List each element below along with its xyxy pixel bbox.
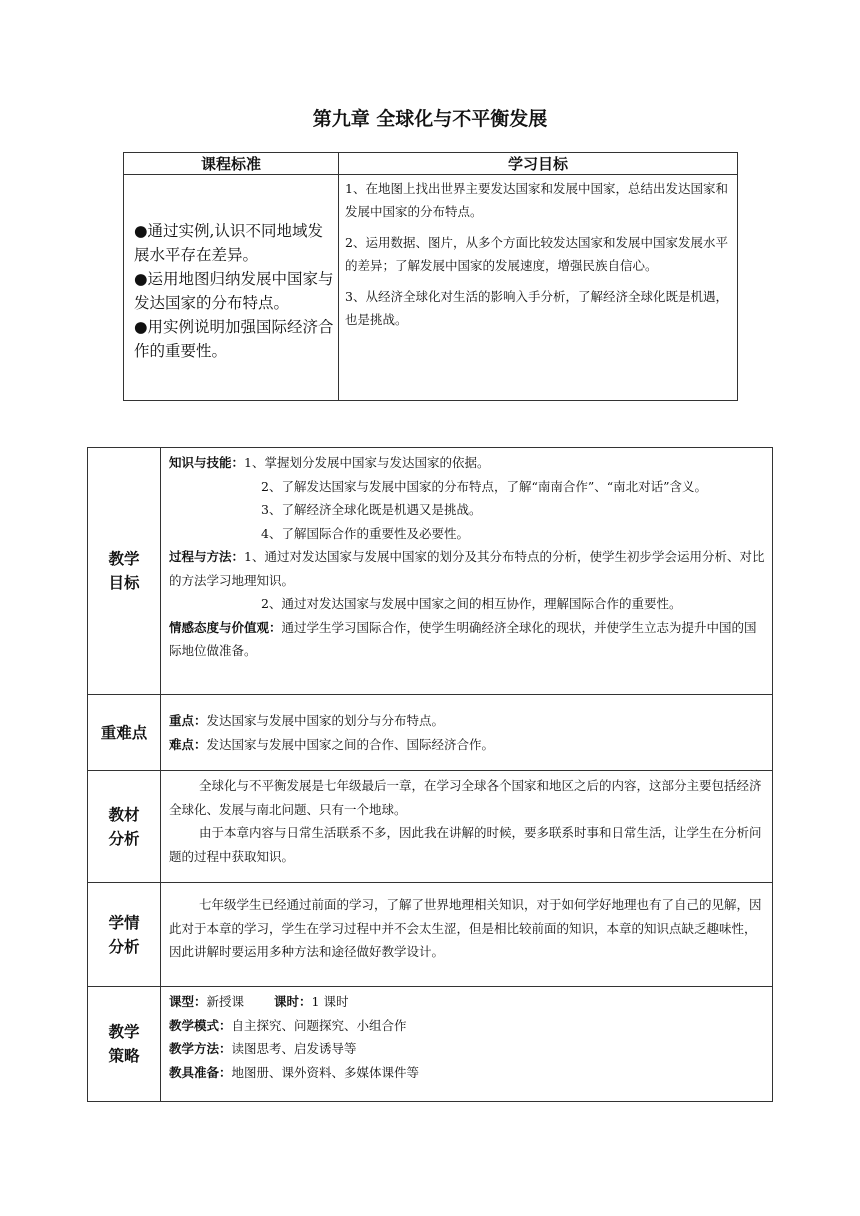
objectives-label	[88, 448, 161, 695]
header-goals: 学习目标	[339, 153, 738, 175]
difficult-label: 难点：	[169, 736, 207, 752]
strategy-label-text: 教学策略	[108, 1023, 140, 1065]
goals-cell	[339, 175, 738, 401]
lesson-plan-table	[87, 447, 773, 1102]
standard-item: ●用实例说明加强国际经济合作的重要性。	[134, 318, 334, 360]
goal-item: 1、在地图上找出世界主要发达国家和发展中国家，总结出发达国家和发展中国家的分布特点。	[345, 181, 728, 219]
process-label: 过程与方法：	[169, 549, 245, 564]
objectives-label-text: 教学目标	[108, 550, 140, 592]
standards-cell	[124, 175, 339, 401]
hours-value: 1 课时	[311, 994, 349, 1009]
tools-label: 教具准备：	[169, 1064, 232, 1080]
knowledge-item: 2、了解发达国家与发展中国家的分布特点，了解“南南合作”、“南北对话”含义。	[261, 478, 708, 494]
material-content	[161, 771, 773, 883]
material-p1: 全球化与不平衡发展是七年级最后一章，在学习全球各个国家和地区之后的内容，这部分主要包括经济全球化、发展与南北问题、只有一个地球。	[169, 778, 762, 817]
knowledge-item: 1、掌握划分发展中国家与发达国家的依据。	[244, 455, 490, 470]
goal-item: 3、从经济全球化对生活的影响入手分析，了解经济全球化既是机遇，也是挑战。	[345, 289, 728, 327]
students-p1: 七年级学生已经通过前面的学习，了解了世界地理相关知识，对于如何学好地理也有了自己的见解，因此对于本章的学习，学生在学习过程中并不会太生涩，但是相比较前面的知识，本章的知识点缺乏趣味性，因此讲解时要运用多种方法和途径做好教学设计。	[169, 897, 762, 959]
keypoints-label: 重难点	[88, 695, 161, 771]
type-value: 新授课	[206, 994, 245, 1009]
header-standards: 课程标准	[124, 153, 339, 175]
type-label: 课型：	[169, 994, 207, 1009]
curriculum-table	[123, 152, 738, 401]
difficult-text: 发达国家与发展中国家之间的合作、国际经济合作。	[206, 736, 495, 752]
knowledge-item: 4、了解国际合作的重要性及必要性。	[261, 525, 469, 541]
material-p2: 由于本章内容与日常生活联系不多，因此我在讲解的时候，要多联系时事和日常生活，让学生在分析问题的过程中获取知识。	[169, 825, 762, 864]
key-text: 发达国家与发展中国家的划分与分布特点。	[206, 713, 445, 728]
key-label: 重点：	[169, 713, 207, 728]
standard-item: ●运用地图归纳发展中国家与发达国家的分布特点。	[134, 270, 334, 312]
standard-item: ●通过实例,认识不同地域发展水平存在差异。	[134, 222, 323, 264]
process-item: 1、通过对发达国家与发展中国家的划分及其分布特点的分析，使学生初步学会运用分析、对比的方法学习地理知识。	[169, 549, 765, 588]
strategy-label	[88, 987, 161, 1102]
page-title: 第九章 全球化与不平衡发展	[312, 108, 548, 130]
process-item: 2、通过对发达国家与发展中国家之间的相互协作，理解国际合作的重要性。	[261, 596, 682, 611]
students-content	[161, 883, 773, 987]
students-label	[88, 883, 161, 987]
goal-item: 2、运用数据、图片，从多个方面比较发达国家和发展中国家发展水平的差异；了解发展中国家的发展速度，增强民族自信心。	[345, 235, 728, 273]
attitude-text: 通过学生学习国际合作，使学生明确经济全球化的现状，并使学生立志为提升中国的国际地位做准备。	[169, 619, 757, 658]
knowledge-label: 知识与技能：	[169, 455, 245, 470]
mode-value: 自主探究、问题探究、小组合作	[231, 1017, 407, 1033]
tools-value: 地图册、课外资料、多媒体课件等	[231, 1064, 420, 1080]
strategy-content	[161, 987, 773, 1102]
keypoints-content	[161, 695, 773, 771]
method-value: 读图思考、启发诱导等	[231, 1041, 357, 1056]
students-label-text: 学情分析	[108, 913, 140, 956]
objectives-content	[161, 448, 773, 695]
mode-label: 教学模式：	[169, 1017, 232, 1033]
method-label: 教学方法：	[169, 1041, 232, 1056]
material-label	[88, 771, 161, 883]
material-label-text: 教材分析	[108, 805, 140, 848]
hours-label: 课时：	[274, 994, 312, 1009]
knowledge-item: 3、了解经济全球化既是机遇又是挑战。	[261, 502, 482, 517]
attitude-label: 情感态度与价值观：	[169, 619, 282, 635]
